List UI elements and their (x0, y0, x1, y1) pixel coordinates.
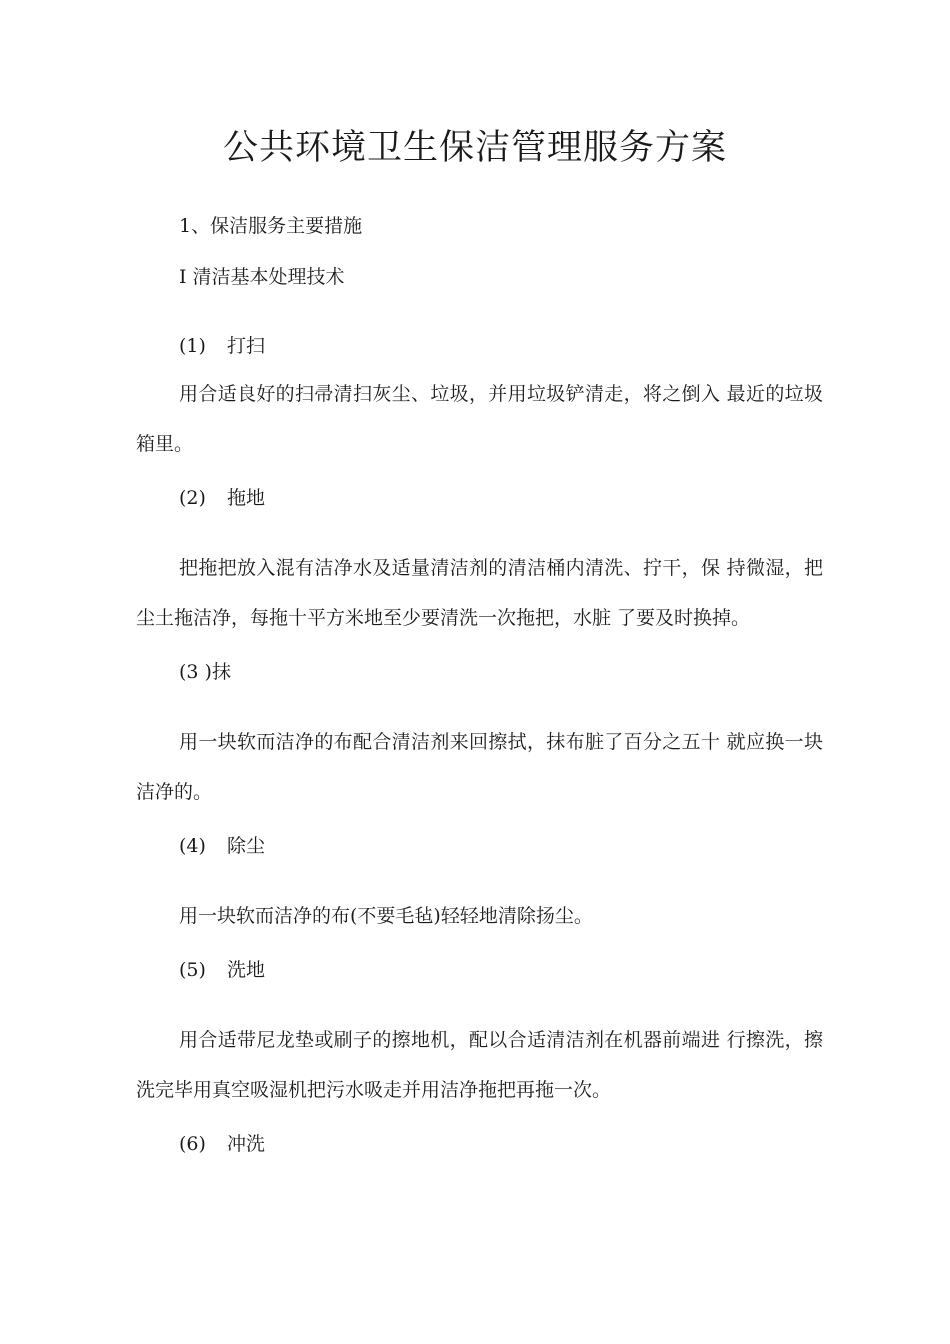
item-heading-2 (179, 484, 265, 512)
item-label: 抹 (211, 661, 231, 683)
paragraph-line: 用合适带尼龙垫或刷子的擦地机，配以合适清洁剂在机器前端进 行擦洗，擦 (179, 1029, 823, 1051)
subsection-heading: I 清洁基本处理技术 (179, 266, 345, 288)
paragraph-line: 用合适良好的扫帚清扫灰尘、垃圾，并用垃圾铲清走，将之倒入 最近的垃圾 (179, 383, 823, 405)
document-title: 公共环境卫生保洁管理服务方案 (222, 128, 727, 168)
item-number: (2) (179, 487, 206, 509)
item-label: 冲洗 (227, 1133, 266, 1155)
item-label: 洗地 (227, 959, 266, 981)
item-heading-3 (179, 658, 231, 686)
paragraph-line: 用一块软而洁净的布(不要毛毡)轻轻地清除扬尘。 (179, 905, 593, 927)
paragraph-line: 用一块软而洁净的布配合清洁剂来回擦拭，抹布脏了百分之五十 就应换一块 (179, 731, 823, 753)
paragraph-line: 把拖把放入混有洁净水及适量清洁剂的清洁桶内清洗、拧干，保 持微湿，把 (179, 557, 823, 579)
item-number: (1) (179, 335, 206, 357)
section-heading: 1、保洁服务主要措施 (179, 215, 363, 237)
item-heading-4 (179, 832, 265, 860)
item-heading-5 (179, 956, 265, 984)
paragraph-line: 洗完毕用真空吸湿机把污水吸走并用洁净拖把再拖一次。 (136, 1079, 612, 1101)
item-heading-1 (179, 332, 265, 360)
item-number: (4) (179, 835, 206, 857)
item-number: (5) (179, 959, 206, 981)
paragraph-line: 洁净的。 (136, 781, 213, 803)
item-number: (6) (179, 1133, 206, 1155)
item-heading-6 (179, 1130, 265, 1158)
item-label: 拖地 (227, 487, 266, 509)
item-label: 打扫 (227, 335, 266, 357)
item-label: 除尘 (227, 835, 266, 857)
paragraph-line: 箱里。 (136, 433, 194, 455)
item-number: (3 ) (179, 661, 212, 683)
paragraph-line: 尘土拖洁净，每拖十平方米地至少要清洗一次拖把，水脏 了要及时换掉。 (136, 607, 751, 629)
